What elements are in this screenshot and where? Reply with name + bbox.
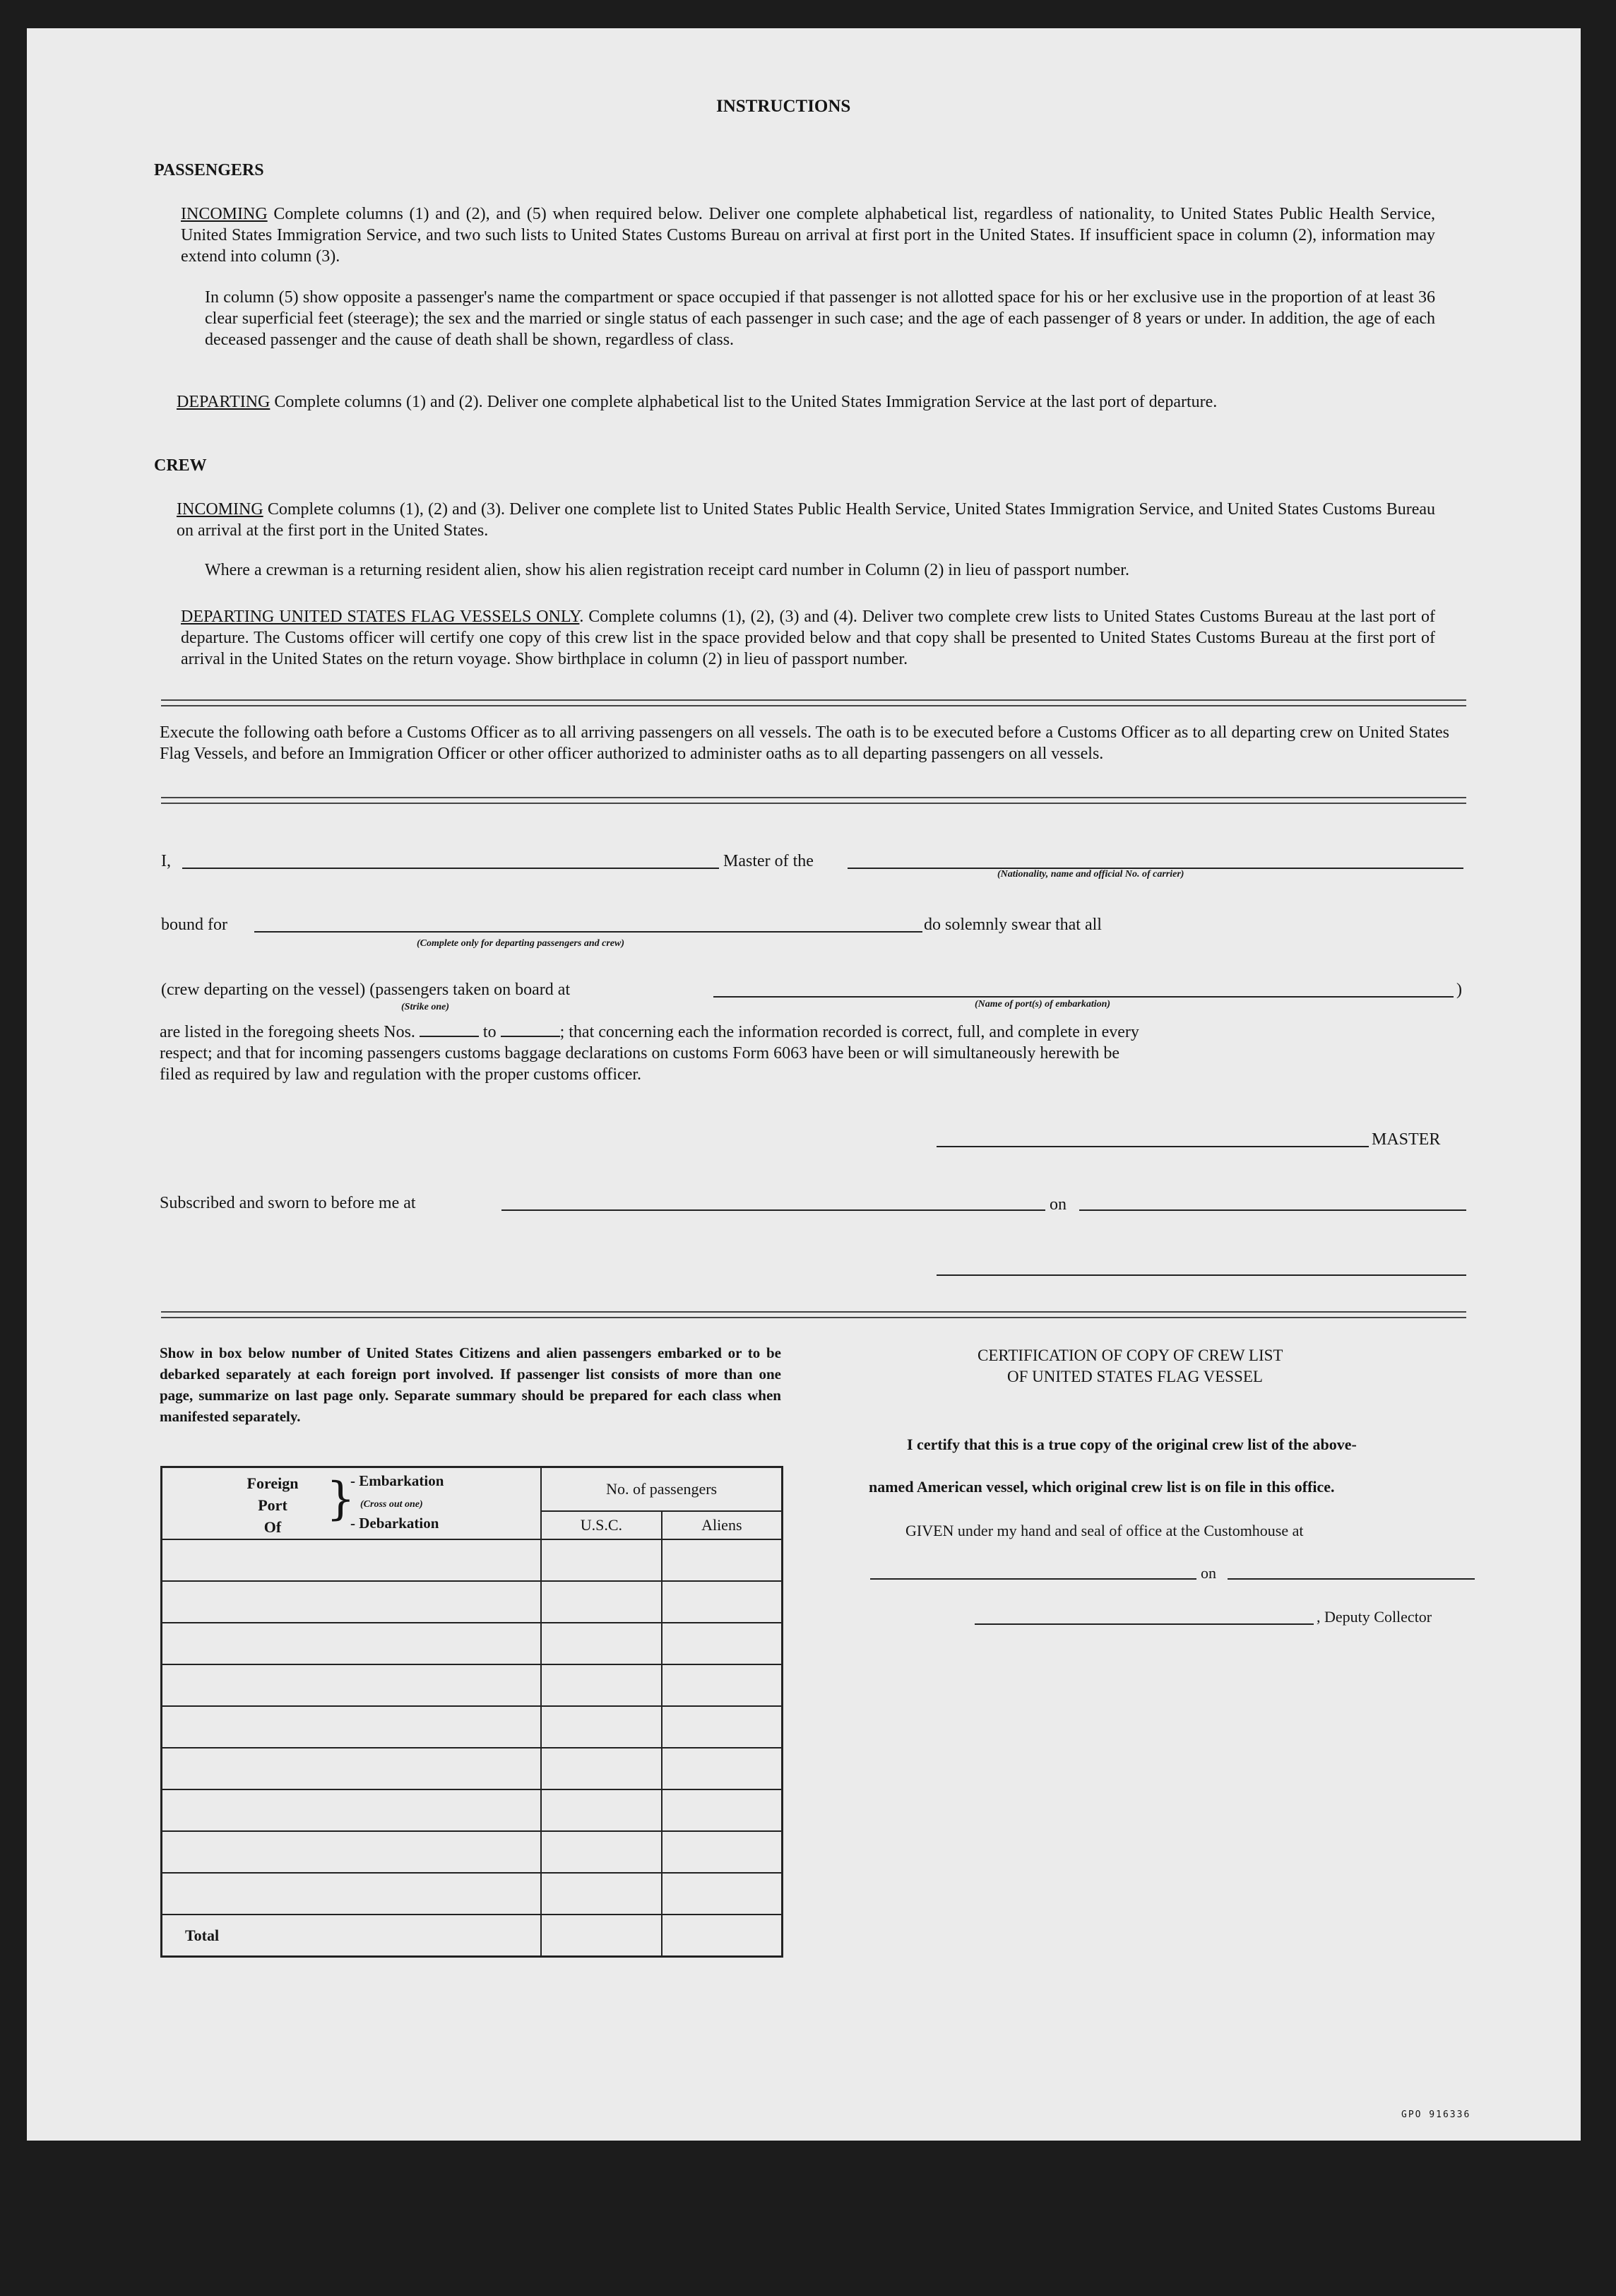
certify-line-2: named American vessel, which original crew list is on file in this office. [869,1478,1335,1496]
total-row [162,1915,783,1957]
aliens-cell[interactable] [662,1539,783,1581]
divider [161,699,1466,706]
page-title: INSTRUCTIONS [716,97,851,116]
aliens-cell[interactable] [662,1748,783,1789]
usc-cell[interactable] [541,1873,661,1915]
port-caption: (Name of port(s) of embarkation) [975,999,1111,1010]
passengers-incoming-text: Complete columns (1) and (2), and (5) when required below. Deliver one complete alphabetical list, regardless of nationality, to United States Public Health Service, United States Immigration Service, and two such lists to United States Customs Bureau on arrival at first port in the United States. If insufficient space in column (2), information may extend into column (3). [181,205,1435,266]
passengers-column5-paragraph: In column (5) show opposite a passenger's name the compartment or space occupied if that passenger is not allotted space for his or her exclusive use in the proportion of at least 36 clear superficial feet (steerage); the sex and the married or single status of each passenger in such case; and the age of each passenger of 8 years or under. In addition, the age of each deceased passenger and the cause of death shall be shown, regardless of class. [205,288,1435,349]
oath-i-label: I, [161,852,171,870]
divider [161,1311,1466,1318]
aliens-header: Aliens [662,1511,783,1539]
table-row [162,1789,783,1831]
table-row [162,1539,783,1581]
table-row [162,1873,783,1915]
usc-cell[interactable] [541,1789,661,1831]
cert-date-field[interactable] [1228,1578,1475,1580]
table-row [162,1623,783,1664]
table-row [162,1706,783,1748]
crew-departing-text: . Complete columns (1), (2), (3) and (4). Deliver two complete crew lists to United States Customs Bureau at the last port of departure. The Customs officer will certify one copy of this crew list in the space provided below and that copy shall be presented to United States Customs Bureau at the first port of arrival in the United States on the return voyage. Show birthplace in column (2) in lieu of passport number. [181,608,1435,668]
divider [161,797,1466,804]
foreign-port-header [162,1467,542,1540]
crew-departing-paragraph [181,606,1435,670]
oath-instruction: Execute the following oath before a Customs Officer as to all arriving passengers on all vessels. The oath is to be executed before a Customs Officer as to all departing crew on United States Flag Vessels, and before an Immigration Officer or other officer authorized to administer oaths as to all departing passengers on all vessels. [160,723,1449,763]
aliens-cell[interactable] [662,1789,783,1831]
aliens-cell[interactable] [662,1831,783,1873]
subscribed-place-field[interactable] [501,1209,1045,1211]
listed-line-2: respect; and that for incoming passengers customs baggage declarations on customs Form 6063 have been or will simultaneously herewith be [160,1044,1119,1063]
usc-header: U.S.C. [541,1511,661,1539]
of-label: Of [263,1518,282,1536]
usc-cell[interactable] [541,1664,661,1706]
master-label: MASTER [1372,1130,1441,1149]
listed-text-b: ; that concerning each the information recorded is correct, full, and complete in every [559,1023,1139,1041]
table-row [162,1664,783,1706]
given-line: GIVEN under my hand and seal of office at the Customhouse at [905,1522,1304,1539]
aliens-cell[interactable] [662,1873,783,1915]
passenger-summary-table [160,1466,783,1958]
passengers-incoming-paragraph [181,203,1435,267]
table-row [162,1831,783,1873]
port-cell[interactable] [162,1789,542,1831]
passengers-incoming-label: INCOMING [181,205,268,223]
subscribed-label: Subscribed and sworn to before me at [160,1194,416,1212]
port-cell[interactable] [162,1748,542,1789]
master-signature-line[interactable] [937,1146,1369,1147]
swear-label: do solemnly swear that all [924,916,1102,934]
usc-cell[interactable] [541,1706,661,1748]
deputy-collector-signature-line[interactable] [975,1623,1314,1625]
listed-to: to [482,1023,497,1041]
passengers-departing-paragraph [177,391,1435,413]
usc-cell[interactable] [541,1748,661,1789]
passengers-departing-label: DEPARTING [177,393,271,411]
gpo-number: GPO 916336 [1401,2109,1471,2120]
passengers-heading: PASSENGERS [154,161,264,179]
passengers-departing-text: Complete columns (1) and (2). Deliver one complete alphabetical list to the United States Immigration Service at the last port of departure. [270,393,1218,411]
usc-cell[interactable] [541,1831,661,1873]
summary-instruction: Show in box below number of United States Citizens and alien passengers embarked or to be debarked separately at each foreign port involved. If passenger list consists of more than one page, summarize on last page only. Separate summary should be prepared for each class when manifested separately. [160,1344,781,1425]
aliens-cell[interactable] [662,1664,783,1706]
bound-for-field[interactable] [254,931,922,933]
embarkation-label: - Embarkation [350,1472,444,1489]
port-cell[interactable] [162,1706,542,1748]
aliens-cell[interactable] [662,1706,783,1748]
crew-incoming-label: INCOMING [177,500,263,519]
bound-for-caption: (Complete only for departing passengers and crew) [417,938,624,949]
certification-heading-1: CERTIFICATION OF COPY OF CREW LIST [978,1347,1283,1364]
carrier-caption: (Nationality, name and official No. of carrier) [997,869,1184,880]
port-cell[interactable] [162,1539,542,1581]
port-cell[interactable] [162,1831,542,1873]
crew-incoming-paragraph [177,499,1435,541]
listed-line-3: filed as required by law and regulation with the proper customs officer. [160,1065,642,1084]
port-of-embarkation-field[interactable] [713,996,1454,998]
total-label: Total [162,1915,542,1957]
sheet-to-field[interactable] [501,1022,560,1037]
close-paren: ) [1456,981,1462,999]
port-cell[interactable] [162,1873,542,1915]
certify-line-1: I certify that this is a true copy of the original crew list of the above- [907,1436,1357,1453]
subscribed-on-label: on [1050,1195,1067,1214]
usc-cell[interactable] [541,1623,661,1664]
crew-incoming-text: Complete columns (1), (2) and (3). Deliver one complete list to United States Public Health Service, United States Immigration Service, and United States Customs Bureau on arrival at the first port in the United States. [177,500,1435,540]
customhouse-place-field[interactable] [870,1578,1196,1580]
crew-resident-alien-note: Where a crewman is a returning resident alien, show his alien registration receipt card number in Column (2) in lieu of passport number. [205,561,1129,579]
crew-passengers-label: (crew departing on the vessel) (passengers taken on board at [161,981,571,999]
usc-cell[interactable] [541,1539,661,1581]
officer-signature-line[interactable] [937,1274,1466,1276]
cross-out-caption: (Cross out one) [360,1499,423,1510]
strike-one-caption: (Strike one) [401,1002,450,1012]
master-name-field[interactable] [182,868,719,869]
bound-for-label: bound for [161,916,227,934]
sheet-from-field[interactable] [420,1022,479,1037]
usc-total-cell[interactable] [541,1915,661,1957]
deputy-collector-label: , Deputy Collector [1317,1608,1432,1626]
no-passengers-header: No. of passengers [541,1467,782,1512]
subscribed-date-field[interactable] [1079,1209,1466,1211]
cert-on-label: on [1201,1564,1216,1582]
aliens-total-cell[interactable] [662,1915,783,1957]
brace-icon: } [326,1473,355,1525]
debarkation-label: - Debarkation [350,1515,439,1532]
port-cell[interactable] [162,1581,542,1623]
usc-cell[interactable] [541,1581,661,1623]
crew-heading: CREW [154,456,207,475]
certification-heading-2: OF UNITED STATES FLAG VESSEL [1007,1368,1263,1385]
port-cell[interactable] [162,1623,542,1664]
table-row [162,1748,783,1789]
listed-line-1 [160,1022,1139,1043]
port-label: Port [258,1496,287,1514]
aliens-cell[interactable] [662,1581,783,1623]
listed-text-a: are listed in the foregoing sheets Nos. [160,1023,415,1041]
master-of-the-label: Master of the [723,852,814,870]
table-row [162,1581,783,1623]
foreign-label: Foreign [246,1474,299,1492]
crew-departing-label: DEPARTING UNITED STATES FLAG VESSELS ONLY [181,608,580,626]
port-cell[interactable] [162,1664,542,1706]
aliens-cell[interactable] [662,1623,783,1664]
